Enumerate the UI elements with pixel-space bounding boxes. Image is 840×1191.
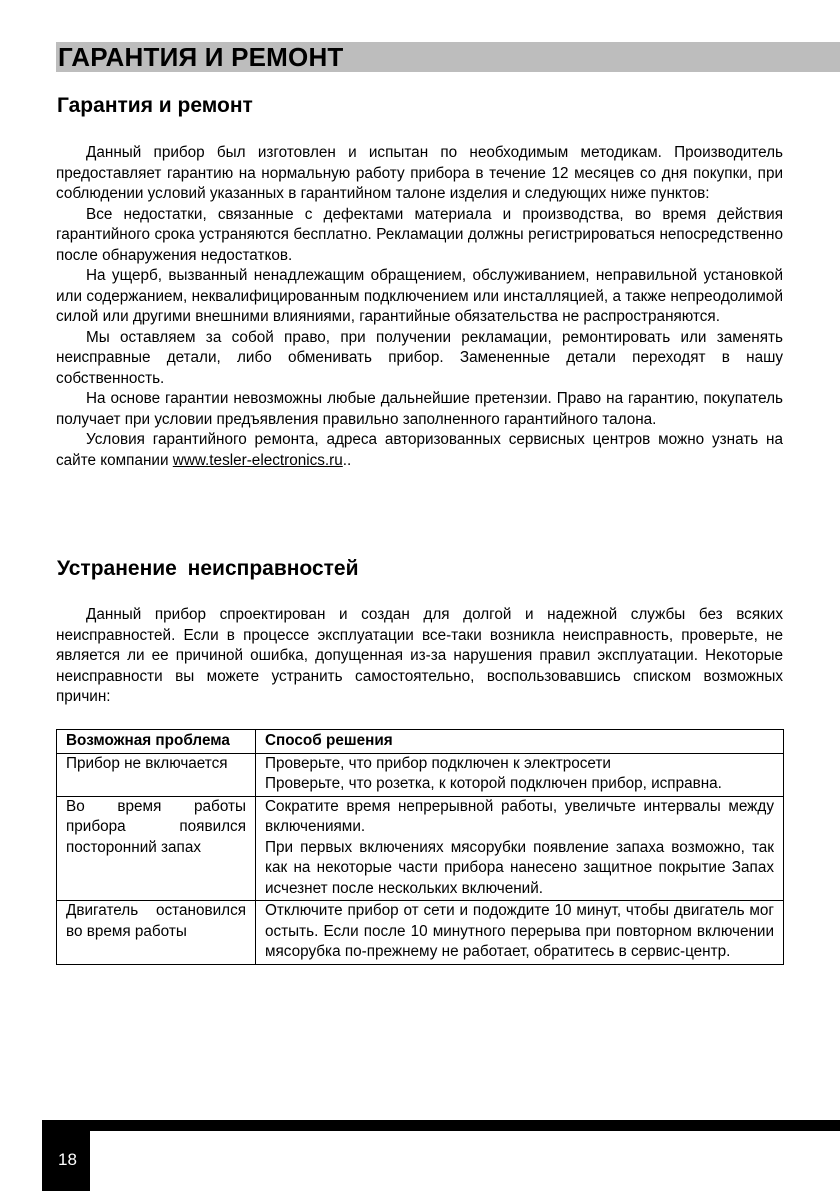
header-problem: Возможная проблема <box>57 730 256 754</box>
warranty-heading: Гарантия и ремонт <box>57 94 253 117</box>
table-header-row <box>57 730 784 754</box>
warranty-paragraph: Данный прибор был изготовлен и испытан по необходимым методикам. Производитель предоставляет гарантию на нормальную работу прибора в течение 12 месяцев со дня покупки, при соблюдении условий указанных в гарантийном талоне изделия и следующих ниже пунктов: <box>56 144 783 202</box>
banner-title: ГАРАНТИЯ И РЕМОНТ <box>58 42 344 72</box>
solution-text: Сократите время непрерывной работы, увеличьте интервалы между включениями. <box>265 797 774 835</box>
solution-text: Проверьте, что прибор подключен к электросети <box>265 754 611 772</box>
solution-cell <box>256 901 784 965</box>
warranty-paragraph: Мы оставляем за собой право, при получении рекламации, ремонтировать или заменять неисправные детали, либо обменивать прибор. Замененные детали переходят в нашу собственность. <box>56 328 783 387</box>
problem-cell: Двигатель остановился во время работы <box>57 901 256 965</box>
warranty-text <box>56 143 783 471</box>
troubleshooting-heading: Устранение неисправностей <box>57 557 359 580</box>
warranty-paragraph: На основе гарантии невозможны любые дальнейшие претензии. Право на гарантию, покупатель получает при условии предъявления правильно заполненного гарантийного талона. <box>56 390 783 428</box>
website-link[interactable]: www.tesler-electronics.ru <box>172 451 343 469</box>
section-banner <box>56 42 840 72</box>
troubleshooting-intro-text: Данный прибор спроектирован и создан для долгой и надежной службы без всяких неисправностей. Если в процессе эксплуатации все-таки возникла неисправность, проверьте, не является ли ее причиной ошибка, допущенная из-за нарушения правил эксплуатации. Некоторые неисправности вы можете устранить самостоятельно, воспользовавшись списком возможных причин: <box>56 606 783 705</box>
problem-cell: Во время работы прибора появился посторонний запах <box>57 796 256 901</box>
solution-text: Проверьте, что розетка, к которой подключен прибор, исправна. <box>265 775 722 792</box>
website-suffix: .. <box>342 451 352 469</box>
warranty-paragraph-website <box>56 430 783 471</box>
header-solution: Способ решения <box>256 730 784 754</box>
page-number: 18 <box>58 1150 77 1169</box>
solution-text: При первых включениях мясорубки появление запаха возможно, так как на некоторые части прибора нанесено защитное покрытие Запах исчезнет после нескольких включений. <box>265 838 774 897</box>
warranty-paragraph: Все недостатки, связанные с дефектами материала и производства, во время действия гарантийного срока устраняются бесплатно. Рекламации должны регистрироваться непосредственно после обнаружения недостатков. <box>56 205 783 264</box>
troubleshooting-intro <box>56 605 783 708</box>
table-row <box>57 796 784 901</box>
footer-bar <box>42 1120 840 1131</box>
table-row <box>57 753 784 796</box>
warranty-paragraph: На ущерб, вызванный ненадлежащим обращением, обслуживанием, неправильной установкой или содержанием, неквалифицированным подключением или инсталляцией, а также непреодолимой силой или другими внешними влияниями, гарантийные обязательства не распространяются. <box>56 267 783 325</box>
solution-cell <box>256 796 784 901</box>
troubleshooting-table <box>56 729 784 965</box>
solution-text: Отключите прибор от сети и подождите 10 минут, чтобы двигатель мог остыть. Если после 10 минутного перерыва при повторном включении мясорубка по-прежнему не работает, обратитесь в сервис-центр. <box>265 902 774 960</box>
website-text: Условия гарантийного ремонта, адреса авторизованных сервисных центров можно узнать на сайте компании <box>56 431 783 469</box>
solution-cell <box>256 753 784 796</box>
table-row <box>57 901 784 965</box>
problem-cell: Прибор не включается <box>57 753 256 796</box>
